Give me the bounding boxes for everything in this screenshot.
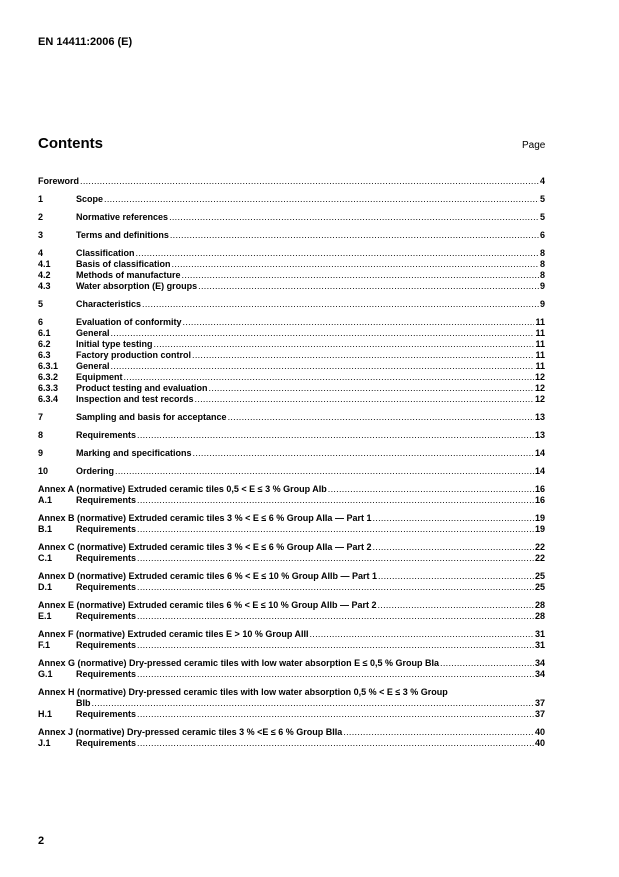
toc-page-number: 12: [534, 372, 545, 382]
toc-entry-number: 10: [38, 466, 49, 476]
toc-entry-continuation[interactable]: [38, 698, 545, 709]
toc-gap: [38, 292, 545, 299]
toc-gap: [38, 423, 545, 430]
toc-entry-number: 6.3.2: [38, 372, 59, 382]
toc-leader-dots: [310, 629, 534, 640]
toc-gap: [38, 622, 545, 629]
toc-page-number: 5: [539, 212, 545, 222]
toc-entry-title: Terms and definitions: [76, 230, 169, 240]
toc-page-number: 25: [534, 571, 545, 581]
toc-leader-dots: [137, 640, 534, 651]
toc-entry-number: A.1: [38, 495, 53, 505]
toc-entry[interactable]: [38, 317, 545, 328]
toc-page-number: 31: [534, 629, 545, 639]
toc-entry-number: 6.3.4: [38, 394, 59, 404]
toc-entry-title: Classification: [76, 248, 135, 258]
toc-leader-dots: [372, 542, 534, 553]
toc-page-number: 40: [534, 727, 545, 737]
toc-leader-dots: [169, 212, 539, 223]
toc-entry-title: Annex G (normative) Dry-pressed ceramic tiles with low water absorption E ≤ 0,5 % Group BIa: [38, 658, 440, 668]
toc-entry[interactable]: [38, 669, 545, 680]
toc-page-number: 19: [534, 513, 545, 523]
toc-entry[interactable]: [38, 350, 545, 361]
toc-entry[interactable]: [38, 709, 545, 720]
toc-leader-dots: [198, 281, 539, 292]
toc-entry[interactable]: [38, 727, 545, 738]
toc-entry-title: Requirements: [76, 709, 137, 719]
toc-entry[interactable]: [38, 299, 545, 310]
toc-leader-dots: [195, 394, 534, 405]
toc-leader-dots: [136, 248, 539, 259]
toc-leader-dots: [104, 194, 539, 205]
toc-entry[interactable]: [38, 542, 545, 553]
toc-entry-title: Annex E (normative) Extruded ceramic tiles 6 % < E ≤ 10 % Group AIIb — Part 2: [38, 600, 377, 610]
toc-leader-dots: [170, 230, 539, 241]
toc-entry[interactable]: [38, 448, 545, 459]
toc-entry-number: 7: [38, 412, 44, 422]
toc-entry[interactable]: [38, 230, 545, 241]
page-number: 2: [38, 835, 45, 847]
toc-page-number: 31: [534, 640, 545, 650]
toc-entry-number: E.1: [38, 611, 52, 621]
toc-entry[interactable]: [38, 513, 545, 524]
toc-leader-dots: [192, 350, 534, 361]
toc-leader-dots: [115, 466, 534, 477]
toc-gap: [38, 187, 545, 194]
toc-entry-title: Methods of manufacture: [76, 270, 181, 280]
toc-page-number: 8: [539, 259, 545, 269]
toc-entry-title: Product testing and evaluation: [76, 383, 208, 393]
toc-leader-dots: [377, 600, 534, 611]
toc-entry-title: BIb: [76, 698, 91, 708]
toc-entry-title: Annex J (normative) Dry-pressed ceramic tiles 3 % <E ≤ 6 % Group BIIa: [38, 727, 343, 737]
toc-entry-title: Requirements: [76, 495, 137, 505]
toc-entry-title: Requirements: [76, 611, 137, 621]
toc-page-number: 28: [534, 600, 545, 610]
toc-entry[interactable]: [38, 640, 545, 651]
toc-entry-title: Sampling and basis for acceptance: [76, 412, 227, 422]
toc-gap: [38, 405, 545, 412]
toc-entry-title: Annex F (normative) Extruded ceramic tiles E > 10 % Group AIII: [38, 629, 309, 639]
toc-entry-title: Evaluation of conformity: [76, 317, 182, 327]
toc-leader-dots: [142, 299, 539, 310]
toc-gap: [38, 441, 545, 448]
toc-page-number: 19: [534, 524, 545, 534]
toc-entry-number: C.1: [38, 553, 53, 563]
toc-entry-title: General: [76, 361, 110, 371]
toc-entry-title: Inspection and test records: [76, 394, 194, 404]
toc-entry[interactable]: [38, 259, 545, 270]
toc-entry[interactable]: [38, 658, 545, 669]
toc-entry-number: D.1: [38, 582, 53, 592]
toc-leader-dots: [92, 698, 534, 709]
toc-entry[interactable]: [38, 571, 545, 582]
toc-entry-number: 6.2: [38, 339, 51, 349]
toc-leader-dots: [137, 582, 534, 593]
toc-gap: [38, 535, 545, 542]
toc-page-number: 8: [539, 270, 545, 280]
toc-page-number: 11: [535, 350, 545, 360]
toc-leader-dots: [154, 339, 535, 350]
toc-gap: [38, 506, 545, 513]
toc-entry[interactable]: [38, 212, 545, 223]
toc-page-number: 5: [539, 194, 545, 204]
toc-page-number: 8: [539, 248, 545, 258]
toc-leader-dots: [137, 611, 534, 622]
toc-entry[interactable]: [38, 176, 545, 187]
toc-entry-title: Requirements: [76, 640, 137, 650]
toc-entry-number: 6: [38, 317, 44, 327]
toc-entry-title: Foreword: [38, 176, 80, 186]
toc-entry-title: Marking and specifications: [76, 448, 192, 458]
toc-page-number: 4: [539, 176, 545, 186]
toc-entry-number: 4.3: [38, 281, 51, 291]
toc-entry[interactable]: [38, 524, 545, 535]
toc-entry-title: Annex H (normative) Dry-pressed ceramic tiles with low water absorption 0,5 % < E ≤ 3 % Group: [38, 687, 448, 697]
toc-leader-dots: [124, 372, 534, 383]
toc-entry[interactable]: [38, 466, 545, 477]
toc-entry-title: Requirements: [76, 582, 137, 592]
toc-entry-number: B.1: [38, 524, 53, 534]
toc-entry-title: Requirements: [76, 430, 137, 440]
toc-leader-dots: [111, 328, 535, 339]
toc-entry[interactable]: [38, 270, 545, 281]
toc-entry-title: Annex C (normative) Extruded ceramic tiles 3 % < E ≤ 6 % Group AIIa — Part 2: [38, 542, 372, 552]
toc-leader-dots: [193, 448, 534, 459]
toc-page-number: 9: [539, 299, 545, 309]
toc-entry-number: 6.3.3: [38, 383, 59, 393]
toc-leader-dots: [137, 495, 534, 506]
toc-entry-title: Ordering: [76, 466, 115, 476]
toc-entry-title: Requirements: [76, 669, 137, 679]
page-title: Contents: [38, 135, 103, 152]
toc-entry[interactable]: [38, 412, 545, 423]
toc-gap: [38, 205, 545, 212]
toc-leader-dots: [378, 571, 534, 582]
toc-page-number: 40: [534, 738, 545, 748]
toc-leader-dots: [137, 553, 534, 564]
toc-entry-number: 4: [38, 248, 44, 258]
toc-entry[interactable]: [38, 383, 545, 394]
document-header: EN 14411:2006 (E): [38, 36, 133, 48]
toc-page-number: 11: [535, 339, 545, 349]
toc-gap: [38, 477, 545, 484]
toc-entry-title: Initial type testing: [76, 339, 153, 349]
toc-page-number: 28: [534, 611, 545, 621]
toc-page-number: 11: [535, 361, 545, 371]
toc-entry-number: 1: [38, 194, 44, 204]
toc-entry[interactable]: [38, 394, 545, 405]
toc-leader-dots: [137, 709, 534, 720]
toc-leader-dots: [137, 430, 534, 441]
toc-leader-dots: [137, 669, 534, 680]
toc-page-number: 12: [534, 394, 545, 404]
toc-gap: [38, 720, 545, 727]
toc-entry-number: 3: [38, 230, 44, 240]
toc-entry-title: Normative references: [76, 212, 169, 222]
toc-entry-title: Annex B (normative) Extruded ceramic tiles 3 % < E ≤ 6 % Group AIIa — Part 1: [38, 513, 372, 523]
toc-page-number: 14: [534, 448, 545, 458]
toc-page-number: 16: [534, 484, 545, 494]
toc-leader-dots: [80, 176, 539, 187]
toc-page-number: 11: [535, 317, 545, 327]
toc-gap: [38, 651, 545, 658]
toc-gap: [38, 310, 545, 317]
toc-page-number: 34: [534, 658, 545, 668]
toc-entry[interactable]: [38, 611, 545, 622]
toc-entry-title: Basis of classification: [76, 259, 171, 269]
table-of-contents: [38, 176, 545, 749]
toc-entry-number: 6.3: [38, 350, 51, 360]
toc-entry-number: 2: [38, 212, 44, 222]
toc-entry[interactable]: [38, 600, 545, 611]
page-column-label: Page: [522, 140, 546, 151]
toc-page-number: 11: [535, 328, 545, 338]
toc-leader-dots: [343, 727, 534, 738]
toc-entry-title: Scope: [76, 194, 104, 204]
toc-entry[interactable]: [38, 281, 545, 292]
toc-gap: [38, 564, 545, 571]
toc-leader-dots: [228, 412, 534, 423]
toc-page-number: 12: [534, 383, 545, 393]
toc-page-number: 13: [534, 430, 545, 440]
toc-entry[interactable]: [38, 372, 545, 383]
toc-entry[interactable]: [38, 738, 545, 749]
toc-entry-number: F.1: [38, 640, 51, 650]
toc-page-number: 22: [534, 553, 545, 563]
toc-entry[interactable]: [38, 687, 545, 698]
toc-leader-dots: [328, 484, 534, 495]
toc-entry-title: Equipment: [76, 372, 123, 382]
toc-entry-title: Water absorption (E) groups: [76, 281, 198, 291]
toc-page-number: 6: [539, 230, 545, 240]
toc-leader-dots: [172, 259, 539, 270]
toc-entry[interactable]: [38, 248, 545, 259]
toc-entry[interactable]: [38, 484, 545, 495]
toc-leader-dots: [209, 383, 534, 394]
toc-entry-title: Requirements: [76, 524, 137, 534]
toc-gap: [38, 459, 545, 466]
toc-leader-dots: [137, 738, 534, 749]
toc-entry[interactable]: [38, 629, 545, 640]
toc-leader-dots: [183, 317, 535, 328]
toc-entry-title: Characteristics: [76, 299, 142, 309]
toc-entry-number: G.1: [38, 669, 53, 679]
toc-entry-title: Factory production control: [76, 350, 192, 360]
toc-entry[interactable]: [38, 553, 545, 564]
toc-page-number: 14: [534, 466, 545, 476]
toc-entry-number: H.1: [38, 709, 53, 719]
toc-entry-title: Requirements: [76, 738, 137, 748]
toc-leader-dots: [137, 524, 534, 535]
toc-gap: [38, 223, 545, 230]
toc-page-number: 9: [539, 281, 545, 291]
toc-page-number: 25: [534, 582, 545, 592]
toc-leader-dots: [372, 513, 534, 524]
toc-leader-dots: [440, 658, 534, 669]
toc-entry-number: 4.2: [38, 270, 51, 280]
toc-entry-title: Requirements: [76, 553, 137, 563]
toc-entry-number: 9: [38, 448, 44, 458]
toc-leader-dots: [111, 361, 535, 372]
toc-entry[interactable]: [38, 194, 545, 205]
toc-page-number: 22: [534, 542, 545, 552]
toc-page-number: 37: [534, 698, 545, 708]
toc-entry[interactable]: [38, 361, 545, 372]
toc-gap: [38, 241, 545, 248]
toc-page-number: 37: [534, 709, 545, 719]
toc-entry-number: 5: [38, 299, 44, 309]
toc-entry-number: 8: [38, 430, 44, 440]
toc-leader-dots: [182, 270, 539, 281]
toc-entry[interactable]: [38, 339, 545, 350]
toc-page-number: 13: [534, 412, 545, 422]
toc-gap: [38, 593, 545, 600]
toc-entry-number: 6.1: [38, 328, 51, 338]
toc-entry[interactable]: [38, 582, 545, 593]
toc-entry-number: 6.3.1: [38, 361, 59, 371]
toc-page-number: 34: [534, 669, 545, 679]
toc-entry-number: 4.1: [38, 259, 51, 269]
toc-entry-title: General: [76, 328, 110, 338]
toc-page-number: 16: [534, 495, 545, 505]
toc-entry-title: Annex D (normative) Extruded ceramic tiles 6 % < E ≤ 10 % Group AIIb — Part 1: [38, 571, 377, 581]
toc-entry[interactable]: [38, 430, 545, 441]
toc-entry-title: Annex A (normative) Extruded ceramic tiles 0,5 < E ≤ 3 % Group AIb: [38, 484, 327, 494]
toc-entry[interactable]: [38, 328, 545, 339]
toc-entry-number: J.1: [38, 738, 51, 748]
toc-gap: [38, 680, 545, 687]
toc-entry[interactable]: [38, 495, 545, 506]
